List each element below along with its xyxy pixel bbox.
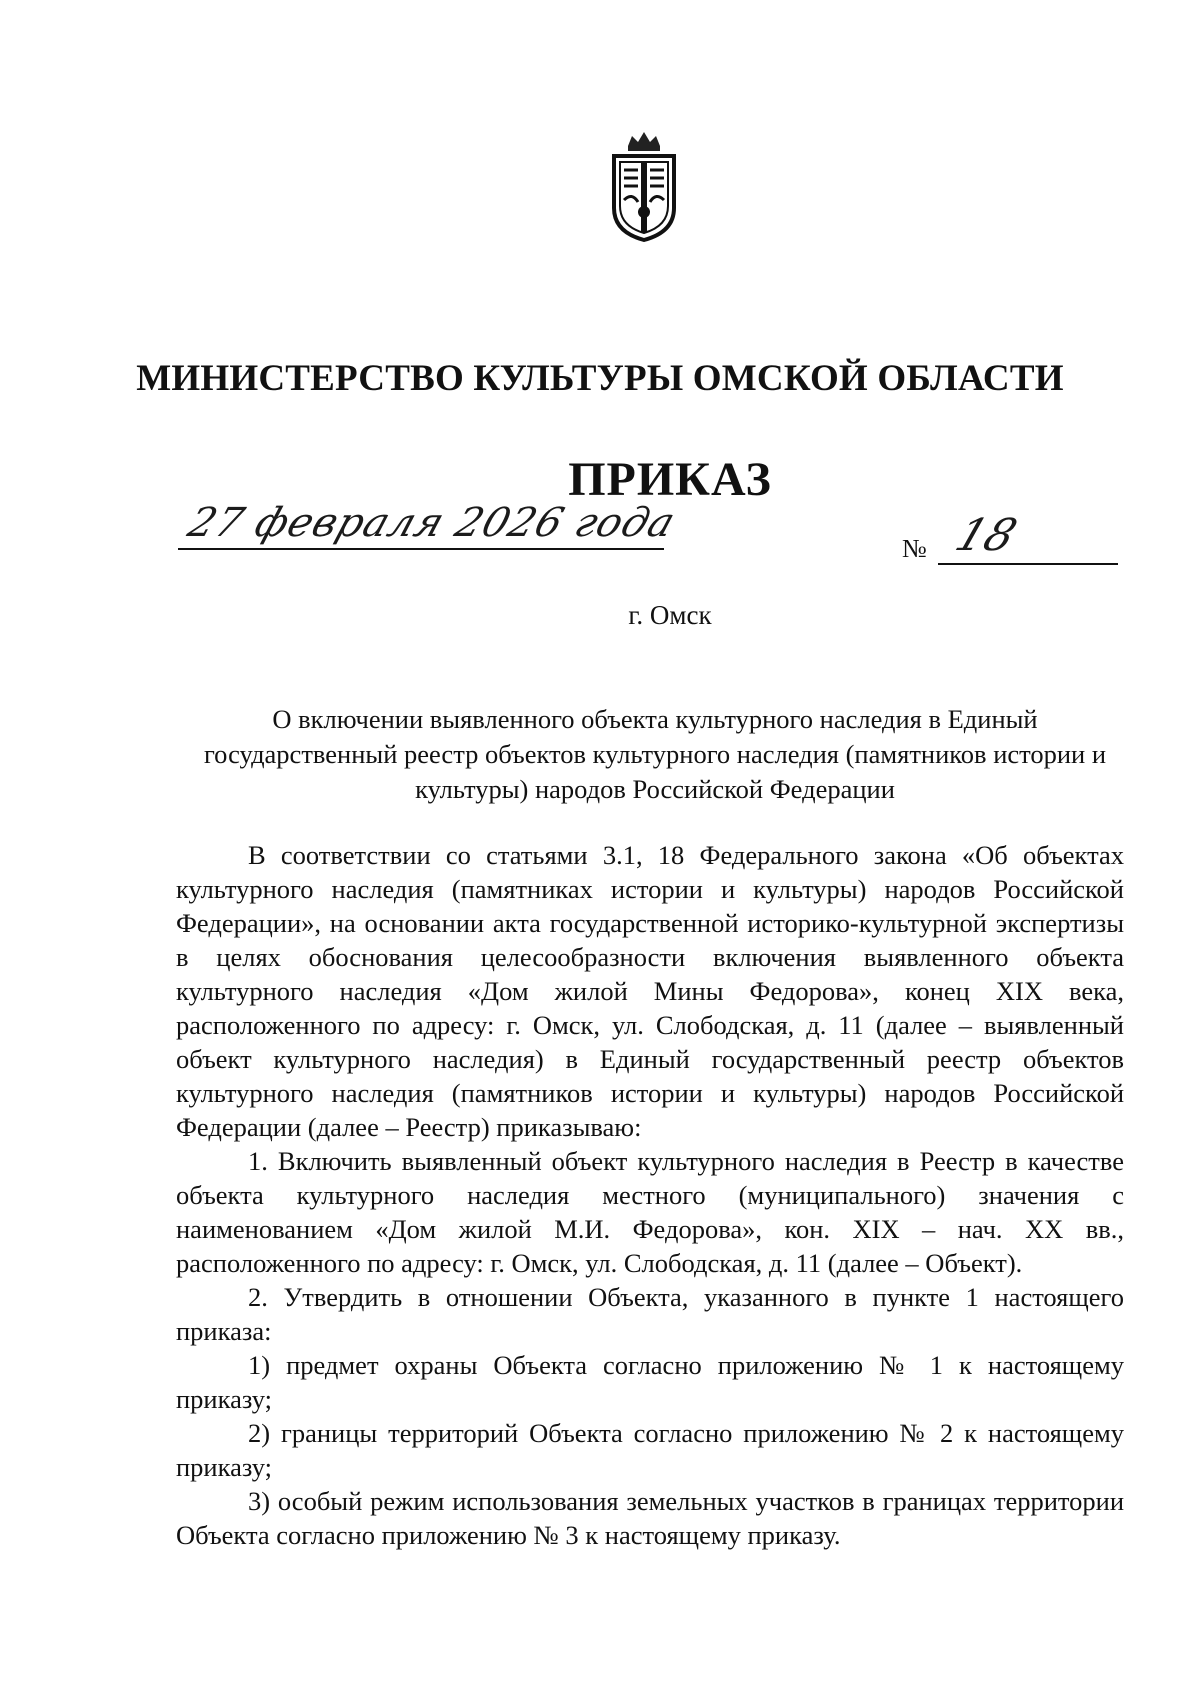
preamble-paragraph: В соответствии со статьями 3.1, 18 Федерального закона «Об объектах культурного наследия (памятниках истории и культуры) народов Российской Федерации», на основании акта государственной историко-культурной экспертизы в целях обоснования целесообразности включения выявленного объекта культурного наследия «Дом жилой Мины Федорова», конец XIX века, расположенного по адресу: г. Омск, ул. Слободская, д. 11 (далее – выявленный объект культурного наследия) в Единый государственный реестр объектов культурного наследия (памятников истории и культуры) народов Российской Федерации (далее – Реестр) приказываю: (176, 840, 1124, 1142)
number-label: № (902, 534, 927, 563)
handwritten-number: 18 (948, 510, 1024, 561)
document-body (176, 838, 1124, 1552)
city-name: г. Омск (628, 600, 712, 630)
date-underline (178, 548, 664, 550)
clause-2-paragraph: 2. Утвердить в отношении Объекта, указанного в пункте 1 настоящего приказа: (176, 1282, 1124, 1346)
subclause-2-paragraph: 2) границы территорий Объекта согласно приложению № 2 к настоящему приказу; (176, 1418, 1124, 1482)
document-subject: О включении выявленного объекта культурного наследия в Единый государственный реестр объектов культурного наследия (памятников истории и культуры) народов Российской Федерации (203, 704, 1107, 804)
number-underline (938, 563, 1118, 565)
subclause-1-paragraph: 1) предмет охраны Объекта согласно приложению № 1 к настоящему приказу; (176, 1350, 1124, 1414)
ministry-name: МИНИСТЕРСТВО КУЛЬТУРЫ ОМСКОЙ ОБЛАСТИ (136, 358, 1064, 399)
handwritten-date: 27 февраля 2026 года (182, 500, 682, 546)
subclause-3-paragraph: 3) особый режим использования земельных участков в границах территории Объекта согласно приложению № 3 к настоящему приказу. (176, 1486, 1124, 1550)
coat-of-arms-emblem (606, 130, 682, 242)
document-type-title: ПРИКАЗ (568, 453, 772, 506)
clause-1-paragraph: 1. Включить выявленный объект культурного наследия в Реестр в качестве объекта культурного наследия местного (муниципального) значения с наименованием «Дом жилой М.И. Федорова», кон. XIX – нач. XX вв., расположенного по адресу: г. Омск, ул. Слободская, д. 11 (далее – Объект). (176, 1146, 1124, 1278)
